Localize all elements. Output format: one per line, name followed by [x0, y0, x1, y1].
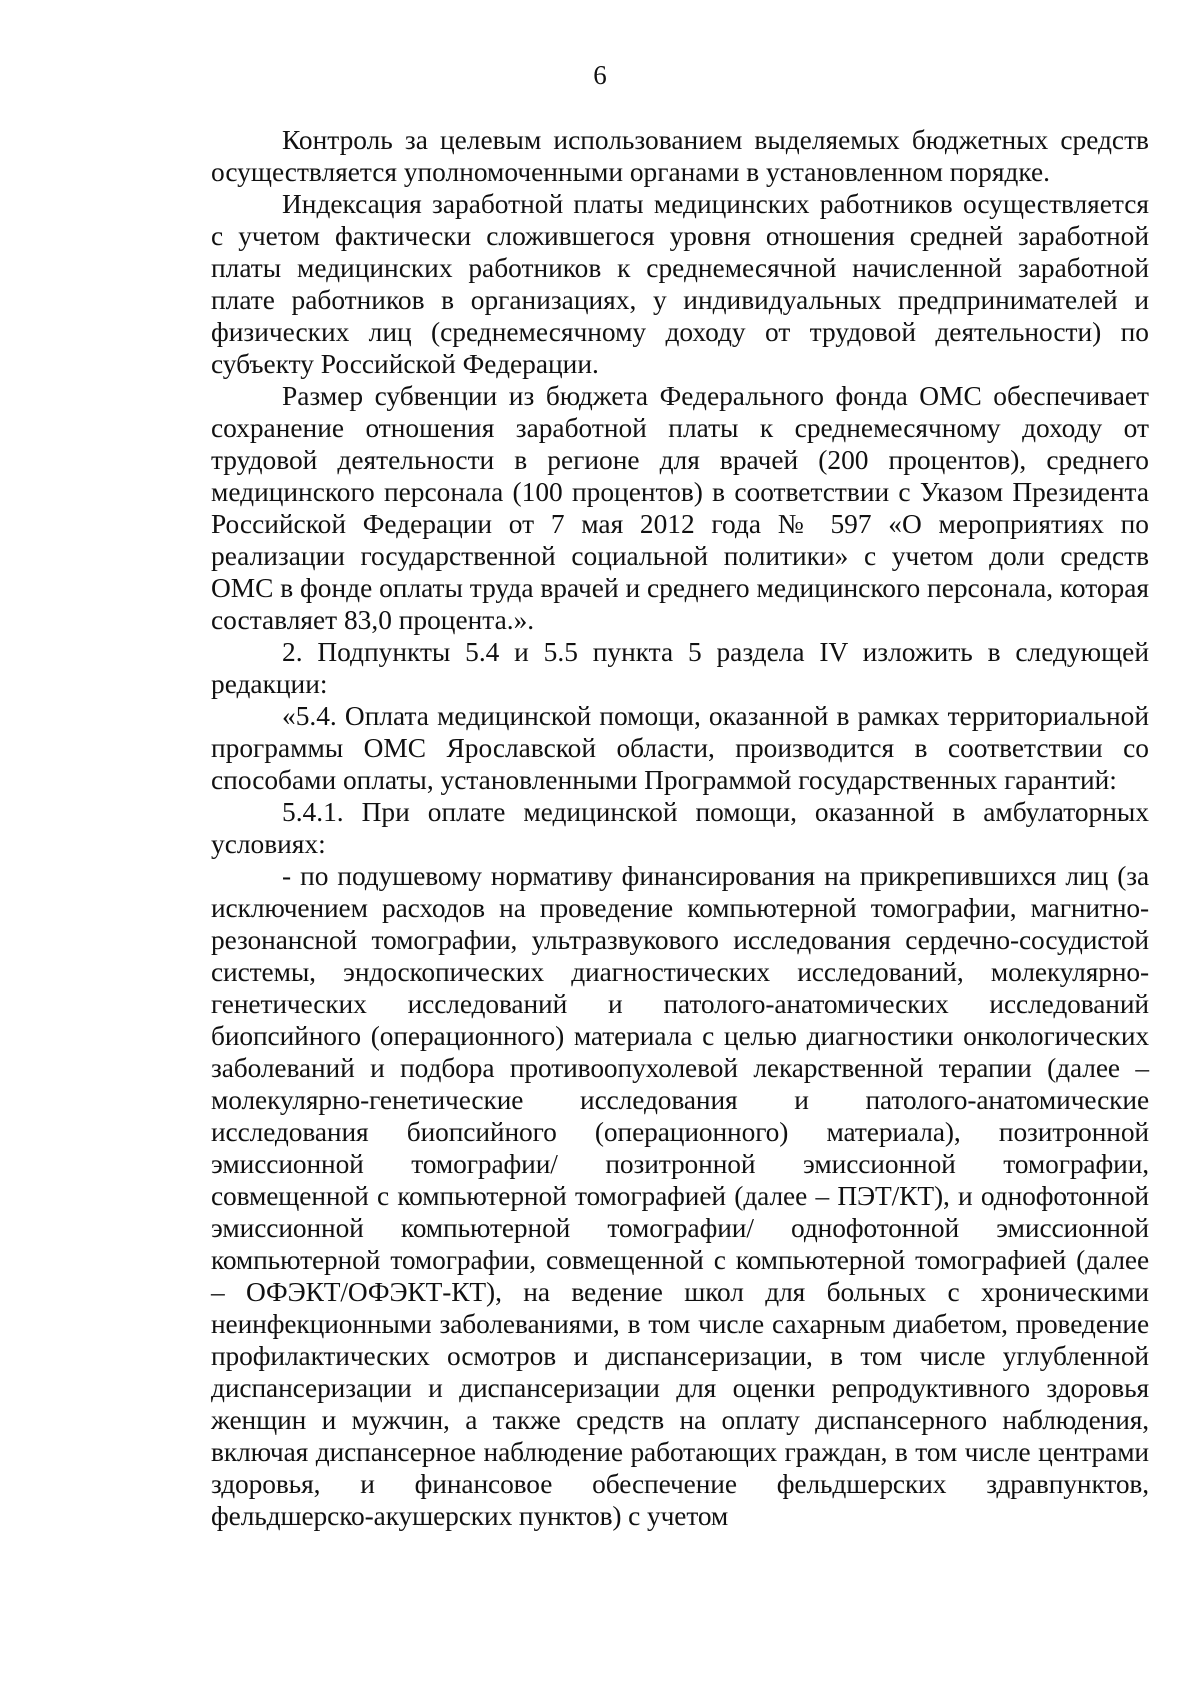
- paragraph-per-capita-norm: - по подушевому нормативу финансирования на прикрепившихся лиц (за исключением расходов на проведение компьютерной томографии, магнитно-резонансной томографии, ультразвукового исследования сердечно-сосудистой системы, эндоскопических диагностических исследований, молекулярно-генетических исследований и патолого-анатомических исследований биопсийного (операционного) материала с целью диагностики онкологических заболеваний и подбора противоопухолевой лекарственной терапии (далее – молекулярно-генетические исследования и патолого-анатомические исследования биопсийного (операционного) материала), позитронной эмиссионной томографии/ позитронной эмиссионной томографии, совмещенной с компьютерной томографией (далее – ПЭТ/КТ), и однофотонной эмиссионной компьютерной томографии/ однофотонной эмиссионной компьютерной томографии, совмещенной с компьютерной томографией (далее – ОФЭКТ/ОФЭКТ-КТ), на ведение школ для больных с хроническими неинфекционными заболеваниями, в том числе сахарным диабетом, проведение профилактических осмотров и диспансеризации, в том числе углубленной диспансеризации и диспансеризации для оценки репродуктивного здоровья женщин и мужчин, а также средств на оплату диспансерного наблюдения, включая диспансерное наблюдение работающих граждан, в том числе центрами здоровья, и финансовое обеспечение фельдшерских здравпунктов, фельдшерско-акушерских пунктов) с учетом: [211, 861, 1149, 1531]
- paragraph-subvention-size: Размер субвенции из бюджета Федерального фонда ОМС обеспечивает сохранение отношения заработной платы к среднемесячному доходу от трудовой деятельности в регионе для врачей (200 процентов), среднего медицинского персонала (100 процентов) в соответствии с Указом Президента Российской Федерации от 7 мая 2012 года № 597 «О мероприятиях по реализации государственной социальной политики» с учетом доли средств ОМС в фонде оплаты труда врачей и среднего медицинского персонала, которая составляет 83,0 процента.».: [211, 381, 1149, 635]
- paragraph-clause-5-4: «5.4. Оплата медицинской помощи, оказанной в рамках территориальной программы ОМС Ярославской области, производится в соответствии со способами оплаты, установленными Программой государственных гарантий:: [211, 701, 1149, 795]
- paragraph-salary-indexation: Индексация заработной платы медицинских работников осуществляется с учетом фактически сложившегося уровня отношения средней заработной платы медицинских работников к среднемесячной начисленной заработной плате работников в организациях, у индивидуальных предпринимателей и физических лиц (среднемесячному доходу от трудовой деятельности) по субъекту Российской Федерации.: [211, 189, 1149, 379]
- document-body: [211, 124, 1149, 1532]
- paragraph-amendment-item-2: 2. Подпункты 5.4 и 5.5 пункта 5 раздела IV изложить в следующей редакции:: [211, 637, 1149, 699]
- paragraph-clause-5-4-1: 5.4.1. При оплате медицинской помощи, оказанной в амбулаторных условиях:: [211, 797, 1149, 859]
- page-number: 6: [593, 60, 607, 90]
- paragraph-budget-control: Контроль за целевым использованием выделяемых бюджетных средств осуществляется уполномоченными органами в установленном порядке.: [211, 125, 1149, 187]
